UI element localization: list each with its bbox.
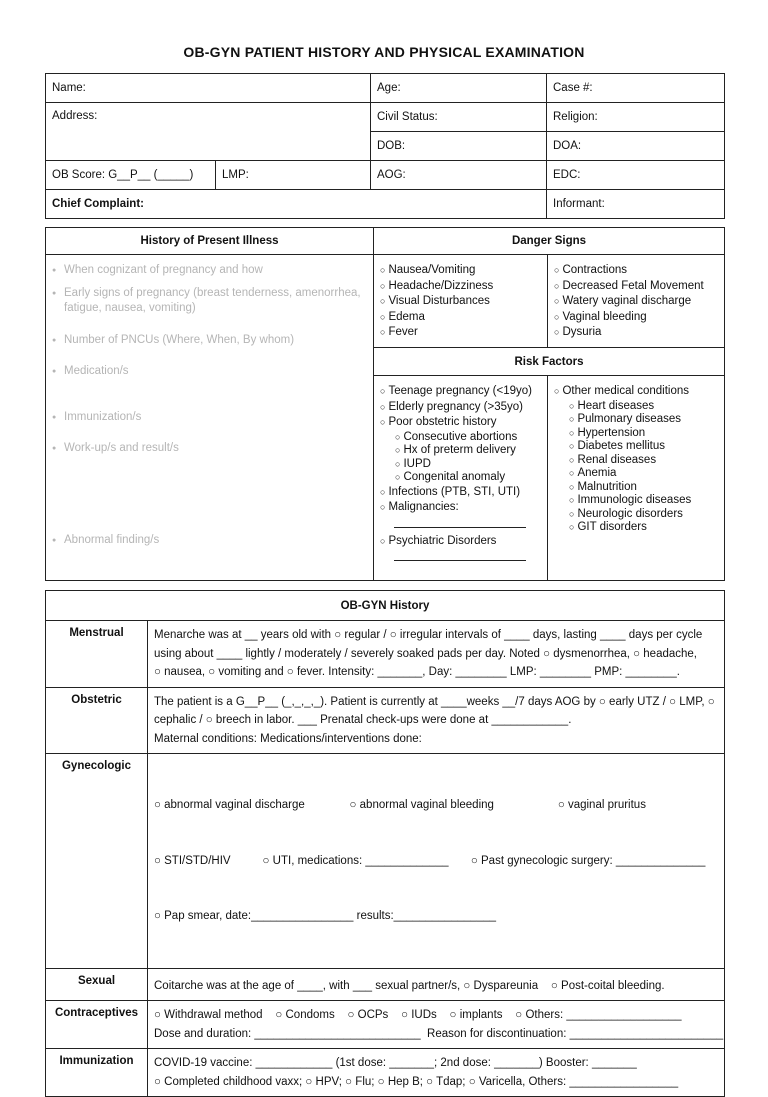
risk-factors-right xyxy=(548,376,725,581)
circle-checkbox-icon[interactable]: ○ xyxy=(554,265,560,275)
checkbox-item[interactable]: ○ Heart diseases xyxy=(569,399,655,412)
circle-checkbox-icon[interactable]: ○ xyxy=(569,454,575,465)
circle-checkbox-icon[interactable]: ○ xyxy=(554,327,560,338)
checkbox-item[interactable]: ○ Edema xyxy=(380,310,541,326)
menstrual-label: Menstrual xyxy=(46,621,148,688)
hpi-item: ● Early signs of pregnancy (breast tenderness, amenorrhea, fatigue, nausea, vomiting) xyxy=(54,286,367,316)
circle-checkbox-icon[interactable]: ○ xyxy=(380,311,386,322)
circle-checkbox-icon[interactable]: ○ xyxy=(554,311,560,322)
obstetric-section[interactable] xyxy=(148,687,725,754)
lmp-field[interactable]: LMP: xyxy=(216,161,371,190)
civil-status-field[interactable]: Civil Status: xyxy=(371,103,547,132)
checkbox-item[interactable]: ○ Renal diseases xyxy=(569,453,657,466)
danger-signs-heading: Danger Signs xyxy=(374,228,725,255)
hpi-item: ● Work-up/s and result/s xyxy=(54,441,367,456)
circle-checkbox-icon[interactable]: ○ xyxy=(569,522,575,533)
checkbox-item[interactable]: ○ Visual Disturbances xyxy=(380,294,541,310)
doa-field[interactable]: DOA: xyxy=(547,132,725,161)
checkbox-item[interactable]: ○ Malnutrition xyxy=(569,480,637,493)
checkbox-item[interactable]: ○ Anemia xyxy=(569,467,617,480)
circle-checkbox-icon[interactable]: ○ xyxy=(554,386,560,396)
circle-checkbox-icon[interactable]: ○ xyxy=(395,458,401,469)
circle-checkbox-icon[interactable]: ○ xyxy=(554,296,560,307)
circle-checkbox-icon[interactable]: ○ xyxy=(380,502,386,513)
sexual-section[interactable] xyxy=(148,968,725,1001)
sexual-label: Sexual xyxy=(46,968,148,1001)
obstetric-line[interactable]: cephalic / ○ breech in labor. ___ Prenatal check-ups were done at ____________. xyxy=(154,714,572,726)
obstetric-label: Obstetric xyxy=(46,687,148,754)
circle-checkbox-icon[interactable]: ○ xyxy=(395,445,401,456)
checkbox-item[interactable]: ○ Teenage pregnancy (<19yo) xyxy=(380,384,541,400)
sexual-line[interactable]: Coitarche was at the age of ____, with ___ sexual partner/s, ○ Dyspareunia ○ Post-coital bleeding. xyxy=(154,979,665,992)
checkbox-item[interactable]: ○ Diabetes mellitus xyxy=(569,440,666,453)
checkbox-item[interactable]: ○ Fever xyxy=(380,325,541,341)
checkbox-item[interactable]: ○ Elderly pregnancy (>35yo) xyxy=(380,400,541,416)
checkbox-item[interactable]: ○ Watery vaginal discharge xyxy=(554,294,718,310)
risk-factors-heading: Risk Factors xyxy=(374,348,725,376)
circle-checkbox-icon[interactable]: ○ xyxy=(380,417,386,428)
circle-checkbox-icon[interactable]: ○ xyxy=(569,441,575,452)
checkbox-item[interactable]: ○ Pulmonary diseases xyxy=(569,413,681,426)
age-field[interactable]: Age: xyxy=(371,74,547,103)
hpi-item: ● Immunization/s xyxy=(54,410,367,425)
circle-checkbox-icon[interactable]: ○ xyxy=(380,401,386,412)
immunization-line[interactable]: COVID-19 vaccine: ____________ (1st dose: _______; 2nd dose: _______) Booster: _______ xyxy=(154,1057,637,1069)
checkbox-item[interactable]: ○ Poor obstetric history xyxy=(380,415,541,431)
checkbox-item[interactable]: ○ Malignancies: xyxy=(380,500,541,516)
checkbox-item[interactable]: ○ Hx of preterm delivery xyxy=(395,444,516,457)
ob-score-field[interactable]: OB Score: G__P__ (_____) xyxy=(46,161,216,190)
obstetric-line[interactable]: The patient is a G__P__ (_,_,_,_). Patient is currently at ____weeks __/7 days AOG by ○ early UTZ / ○ LMP, ○ xyxy=(154,695,715,708)
gynecologic-line[interactable]: ○ abnormal vaginal discharge ○ abnormal vaginal bleeding ○ vaginal pruritus xyxy=(154,799,646,811)
address-field[interactable]: Address: xyxy=(46,103,371,161)
immunization-line[interactable]: ○ Completed childhood vaxx; ○ HPV; ○ Flu; ○ Hep B; ○ Tdap; ○ Varicella, Others: _________________ xyxy=(154,1075,679,1088)
circle-checkbox-icon[interactable]: ○ xyxy=(395,431,401,442)
circle-checkbox-icon[interactable]: ○ xyxy=(554,280,560,291)
hpi-list xyxy=(54,263,367,548)
checkbox-item[interactable]: ○ Other medical conditions xyxy=(554,384,718,400)
gynecologic-line[interactable]: ○ STI/STD/HIV ○ UTI, medications: _____________ ○ Past gynecologic surgery: ______________ xyxy=(154,854,706,867)
checkbox-item[interactable]: ○ Dysuria xyxy=(554,325,718,341)
immunization-section[interactable] xyxy=(148,1049,725,1097)
checkbox-item[interactable]: ○ Consecutive abortions xyxy=(395,430,518,443)
blank-line[interactable] xyxy=(380,516,541,534)
checkbox-item[interactable]: ○ Nausea/Vomiting xyxy=(380,263,541,279)
circle-checkbox-icon[interactable]: ○ xyxy=(569,414,575,425)
gynecologic-line[interactable]: ○ Pap smear, date:________________ results:________________ xyxy=(154,910,497,922)
checkbox-item[interactable]: ○ Vaginal bleeding xyxy=(554,310,718,326)
danger-signs-left xyxy=(374,255,548,348)
circle-checkbox-icon[interactable]: ○ xyxy=(569,468,575,479)
menstrual-line[interactable]: Menarche was at __ years old with ○ regular / ○ irregular intervals of ____ days, lasting ____ days per cycle xyxy=(154,629,703,641)
circle-checkbox-icon[interactable]: ○ xyxy=(380,535,386,546)
hpi-heading: History of Present Illness xyxy=(46,228,374,255)
circle-checkbox-icon[interactable]: ○ xyxy=(569,508,575,519)
checkbox-item[interactable]: ○ Immunologic diseases xyxy=(569,494,692,507)
hpi-panel[interactable] xyxy=(46,255,374,581)
circle-checkbox-icon[interactable]: ○ xyxy=(380,265,386,275)
informant-field[interactable]: Informant: xyxy=(547,190,725,219)
patient-info-table xyxy=(45,73,725,219)
contraceptives-section[interactable] xyxy=(148,1001,725,1049)
edc-field[interactable]: EDC: xyxy=(547,161,725,190)
menstrual-line[interactable]: ○ nausea, ○ vomiting and ○ fever. Intensity: _______, Day: ________ LMP: ________ PMP: ________. xyxy=(154,666,680,678)
case-number-field[interactable]: Case #: xyxy=(547,74,725,103)
checkbox-item[interactable]: ○ GIT disorders xyxy=(569,521,647,534)
immunization-label: Immunization xyxy=(46,1049,148,1097)
checkbox-item[interactable]: ○ Psychiatric Disorders xyxy=(380,534,541,550)
obgyn-history-table xyxy=(45,590,725,1097)
circle-checkbox-icon[interactable]: ○ xyxy=(380,327,386,338)
circle-checkbox-icon[interactable]: ○ xyxy=(569,481,575,492)
chief-complaint-field[interactable]: Chief Complaint: xyxy=(46,190,547,219)
checkbox-item[interactable]: ○ Infections (PTB, STI, UTI) xyxy=(380,485,541,501)
obgyn-history-heading: OB-GYN History xyxy=(46,591,725,621)
hpi-item: ● Number of PNCUs (Where, When, By whom) xyxy=(54,333,367,348)
form-title: OB-GYN PATIENT HISTORY AND PHYSICAL EXAMINATION xyxy=(183,44,585,60)
checkbox-item[interactable]: ○ Hypertension xyxy=(569,426,646,439)
contraceptives-line[interactable]: ○ Withdrawal method ○ Condoms ○ OCPs ○ IUDs ○ implants ○ Others: __________________ xyxy=(154,1009,682,1021)
checkbox-item[interactable]: ○ Contractions xyxy=(554,263,718,279)
checkbox-item[interactable]: ○ Decreased Fetal Movement xyxy=(554,279,718,295)
circle-checkbox-icon[interactable]: ○ xyxy=(380,296,386,307)
circle-checkbox-icon[interactable]: ○ xyxy=(380,386,386,396)
circle-checkbox-icon[interactable]: ○ xyxy=(569,427,575,438)
hpi-item: ● Abnormal finding/s xyxy=(54,533,367,548)
gynecologic-section[interactable] xyxy=(148,754,725,969)
circle-checkbox-icon[interactable]: ○ xyxy=(380,486,386,497)
religion-field[interactable]: Religion: xyxy=(547,103,725,132)
circle-checkbox-icon[interactable]: ○ xyxy=(569,400,575,411)
risk-factors-left xyxy=(374,376,548,581)
aog-field[interactable]: AOG: xyxy=(371,161,547,190)
checkbox-item[interactable]: ○ Congenital anomaly xyxy=(395,471,506,484)
contraceptives-line[interactable]: Dose and duration: __________________________ Reason for discontinuation: ________________________ xyxy=(154,1027,724,1040)
checkbox-item[interactable]: ○ Headache/Dizziness xyxy=(380,279,541,295)
hpi-item: ● Medication/s xyxy=(54,364,367,379)
obstetric-line[interactable]: Maternal conditions: Medications/interventions done: xyxy=(154,732,422,745)
dob-field[interactable]: DOB: xyxy=(371,132,547,161)
menstrual-section[interactable] xyxy=(148,621,725,688)
gynecologic-label: Gynecologic xyxy=(46,754,148,969)
checkbox-item[interactable]: ○ Neurologic disorders xyxy=(569,507,683,520)
menstrual-line[interactable]: using about ____ lightly / moderately / severely soaked pads per day. Noted ○ dysmenorrhea, ○ headache, xyxy=(154,647,697,660)
circle-checkbox-icon[interactable]: ○ xyxy=(569,495,575,506)
danger-signs-right xyxy=(548,255,725,348)
blank-line[interactable] xyxy=(380,549,541,567)
name-field[interactable]: Name: xyxy=(46,74,371,103)
checkbox-item[interactable]: ○ IUPD xyxy=(395,457,431,470)
hpi-danger-risk-table xyxy=(45,227,725,581)
circle-checkbox-icon[interactable]: ○ xyxy=(380,280,386,291)
hpi-item: ● When cognizant of pregnancy and how xyxy=(54,263,367,278)
circle-checkbox-icon[interactable]: ○ xyxy=(395,472,401,483)
contraceptives-label: Contraceptives xyxy=(46,1001,148,1049)
